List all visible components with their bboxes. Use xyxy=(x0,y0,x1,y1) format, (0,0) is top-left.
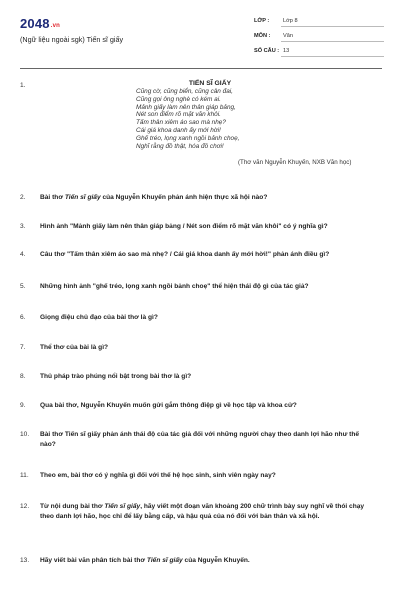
question-number: 3. xyxy=(20,223,26,230)
poem-line: Nghĩ rằng đồ thật, hóa đồ chơi! xyxy=(136,142,224,150)
question-text: Những hình ảnh "ghế tréo, lọng xanh ngồi bảnh choẹ" thể hiện thái độ gì của tác giả? xyxy=(40,283,309,290)
worksheet-title: (Ngữ liệu ngoài sgk) Tiến sĩ giấy xyxy=(20,35,124,44)
poem-line: Cũng cờ, cũng biển, cũng cân đai, xyxy=(136,88,233,95)
question-text: Từ nội dung bài thơ Tiến sĩ giấy, hãy viết một đoạn văn khoảng 200 chữ trình bày suy nghĩ về thói chạy theo danh lợi hão, học chỉ để lấy bằng cấp, và hậu quả của nó đối với bản thân và xã hội. xyxy=(40,503,365,520)
poem-source: (Thơ văn Nguyễn Khuyến, NXB Văn học) xyxy=(238,159,352,166)
meta-subject-label: MÔN : xyxy=(254,33,271,39)
question-text: Thủ pháp trào phúng nổi bật trong bài thơ là gì? xyxy=(40,373,192,380)
logo-main: 2048 xyxy=(20,16,50,31)
meta-class-value: Lớp 8 xyxy=(283,18,298,24)
question-text: Thể thơ của bài là gì? xyxy=(40,344,109,351)
poem-line: Nét son điểm rõ mặt văn khôi. xyxy=(136,111,221,119)
question-text: Theo em, bài thơ có ý nghĩa gì đối với thế hệ học sinh, sinh viên ngày nay? xyxy=(40,472,276,479)
question-text: Qua bài thơ, Nguyễn Khuyến muốn gửi gắm thông điệp gì về học tập và khoa cử? xyxy=(40,402,297,409)
meta-subject-value: Văn xyxy=(283,33,293,39)
question-number: 13. xyxy=(20,557,30,564)
poem-line: Ghế tréo, lọng xanh ngồi bảnh choẹ, xyxy=(136,134,240,142)
poem-line: Tấm thân xiêm áo sao mà nhẹ? xyxy=(136,119,226,127)
poem-lines xyxy=(136,88,239,150)
worksheet-header xyxy=(0,0,400,62)
question-number: 9. xyxy=(20,402,26,409)
question-number: 12. xyxy=(20,503,30,510)
question-number: 7. xyxy=(20,344,26,351)
question-number: 8. xyxy=(20,373,26,380)
meta-count-label: SỐ CÂU : xyxy=(254,48,280,54)
meta-count-underline xyxy=(281,56,384,57)
site-logo[interactable] xyxy=(20,16,60,31)
question-number: 2. xyxy=(20,194,26,201)
poem-title: TIẾN SĨ GIẤY xyxy=(188,80,232,87)
question-text: Giọng điệu chủ đạo của bài thơ là gì? xyxy=(40,314,158,321)
question-text: Câu thơ "Tấm thân xiêm áo sao mà nhẹ? / Cái giá khoa danh ấy mới hời!" phản ánh điều gì? xyxy=(40,251,330,258)
question-text: Hình ảnh "Mảnh giấy làm nên thân giáp bảng / Nét son điểm rõ mặt văn khôi" có ý nghĩa gì? xyxy=(40,223,328,230)
question-text: Hãy viết bài văn phân tích bài thơ Tiến sĩ giấy của Nguyễn Khuyến. xyxy=(40,557,250,564)
question-number: 1. xyxy=(20,82,26,89)
question-number: 6. xyxy=(20,314,26,321)
meta-class-label: LỚP : xyxy=(254,18,270,24)
poem-line: Mảnh giấy làm nên thân giáp bảng, xyxy=(136,103,236,111)
poem-line: Cái giá khoa danh ấy mới hời! xyxy=(136,126,221,134)
question-text: Bài thơ Tiến sĩ giấy của Nguyễn Khuyến phản ánh hiện thực xã hội nào? xyxy=(40,194,268,201)
meta-subject-underline xyxy=(281,41,384,42)
header-divider xyxy=(20,68,382,69)
logo-suffix: .vn xyxy=(50,23,61,29)
meta-class-underline xyxy=(281,26,384,27)
question-number: 11. xyxy=(20,472,29,479)
poem-line: Cũng gọi ông nghè có kém ai. xyxy=(136,95,221,103)
question-number: 4. xyxy=(20,251,26,258)
question-number: 10. xyxy=(20,431,30,438)
question-text: Bài thơ Tiến sĩ giấy phản ánh thái độ của tác giả đối với những người chạy theo danh lợi hão như thế nào? xyxy=(40,431,360,448)
question-number: 5. xyxy=(20,283,26,290)
meta-count-value: 13 xyxy=(283,48,290,54)
